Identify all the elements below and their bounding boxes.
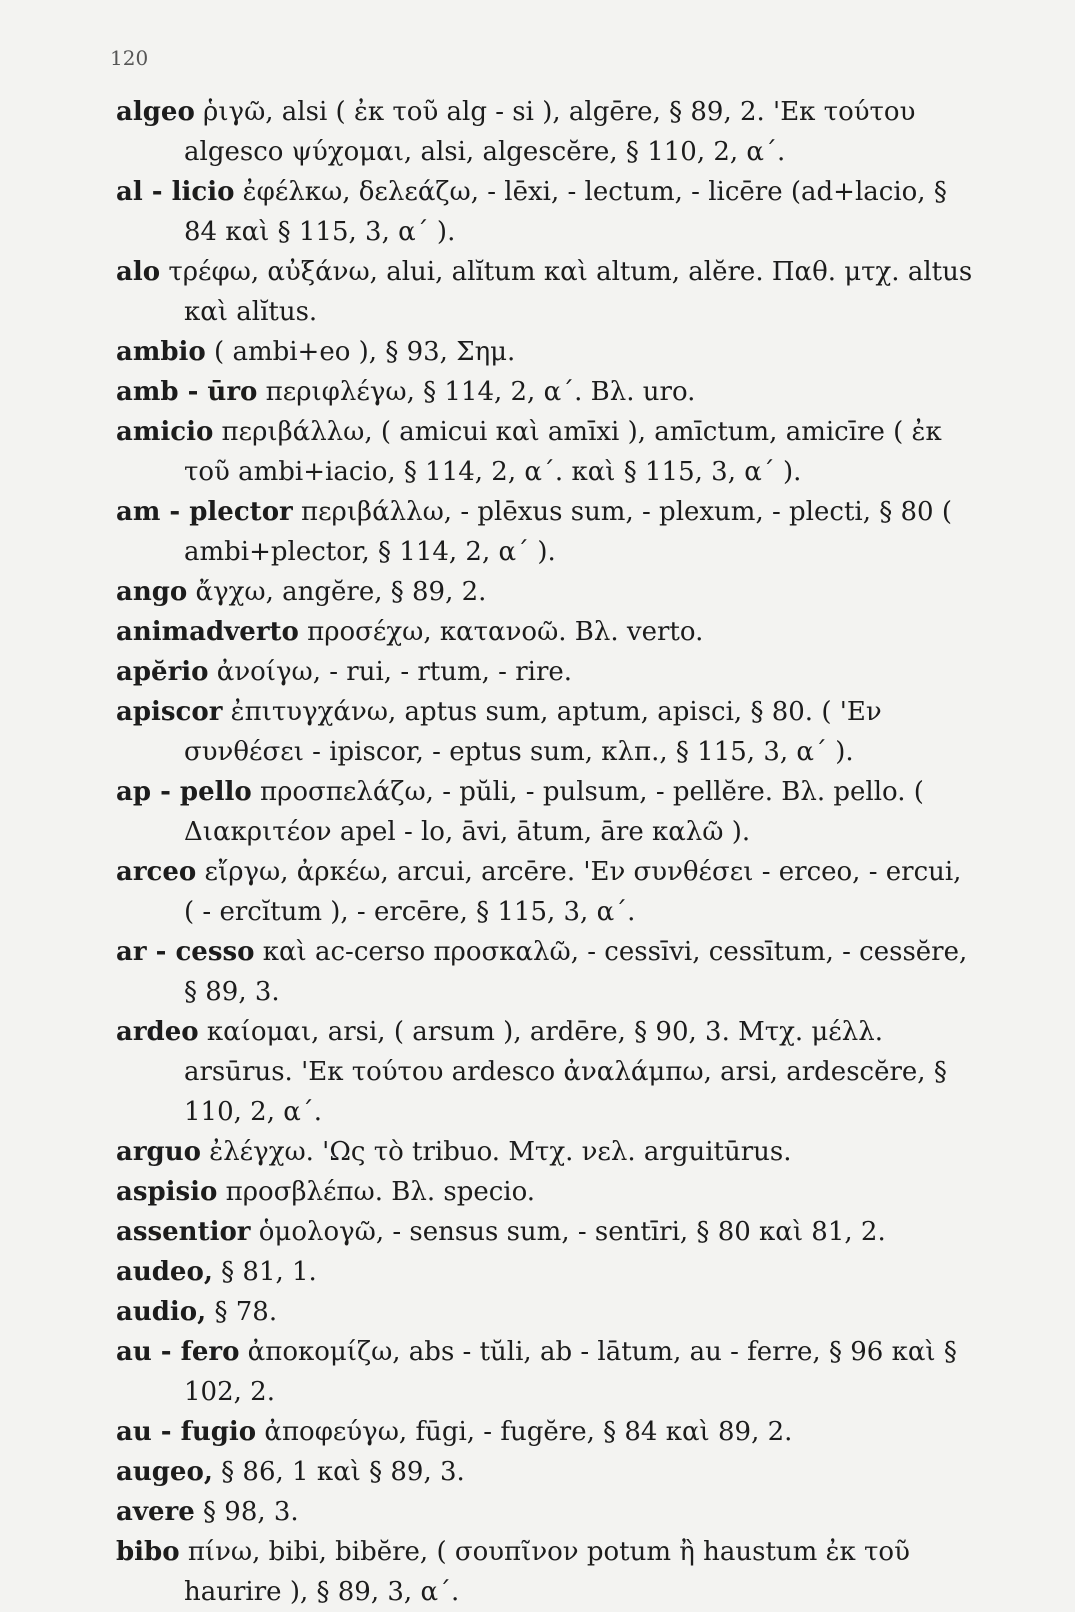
- entry: [116, 372, 976, 412]
- entry: [116, 1132, 976, 1172]
- entry-text: ἄγχω, angĕre, § 89, 2.: [187, 577, 487, 607]
- entry-text: ἐπιτυγχάνω, aptus sum, aptum, apisci, § 80. ( 'Εν συνθέσει - ipiscor, - eptus sum, κλπ., § 115, 3, α΄ ).: [184, 697, 882, 767]
- page-number: 120: [110, 46, 149, 70]
- entry: [116, 1532, 976, 1612]
- entry-headword: arguo: [116, 1137, 201, 1167]
- entry-headword: audio,: [116, 1297, 207, 1327]
- entry: [116, 1412, 976, 1452]
- entry-text: εἴργω, ἀρκέω, arcui, arcēre. 'Εν συνθέσει - erceo, - ercui, ( - ercĭtum ), - ercēre, § 115, 3, α΄.: [184, 857, 962, 927]
- entry: [116, 252, 976, 332]
- entry-headword: arceo: [116, 857, 197, 887]
- entry-headword: alo: [116, 257, 161, 287]
- entry-headword: amb - ūro: [116, 377, 258, 407]
- entry: [116, 1012, 976, 1132]
- entry: [116, 332, 976, 372]
- entry-text: περιφλέγω, § 114, 2, α΄. Βλ. uro.: [257, 377, 696, 407]
- entry-headword: ap - pello: [116, 777, 252, 807]
- entry-text: προσέχω, κατανοῶ. Βλ. verto.: [298, 617, 704, 647]
- entry-text: τρέφω, αὐξάνω, alui, alĭtum καὶ altum, alĕre. Παθ. μτχ. altus καὶ alĭtus.: [160, 257, 973, 327]
- entry: [116, 1452, 976, 1492]
- entry-text: § 98, 3.: [194, 1497, 299, 1527]
- entry-headword: am - plector: [116, 497, 293, 527]
- entry: [116, 1252, 976, 1292]
- entry: [116, 1332, 976, 1412]
- entry: [116, 172, 976, 252]
- entry: [116, 572, 976, 612]
- entry-text: ἀποκομίζω, abs - tŭli, ab - lātum, au - ferre, § 96 καὶ § 102, 2.: [184, 1337, 957, 1407]
- entry-headword: al - licio: [116, 177, 235, 207]
- entry-text: καὶ ac-cerso προσκαλῶ, - cessīvi, cessītum, - cessĕre, § 89, 3.: [184, 937, 968, 1007]
- entry-text: περιβάλλω, ( amicui καὶ amīxi ), amīctum, amicīre ( ἐκ τοῦ ambi+iacio, § 114, 2, α΄. καὶ § 115, 3, α΄ ).: [184, 417, 942, 487]
- entry-text: ἐλέγχω. 'Ως τὸ tribuo. Μτχ. νελ. arguitūrus.: [200, 1137, 792, 1167]
- entry-text: καίομαι, arsi, ( arsum ), ardēre, § 90, 3. Μτχ. μέλλ. arsūrus. 'Εκ τούτου ardesco ἀναλάμπω, arsi, ardescĕre, § 110, 2, α΄.: [184, 1017, 947, 1127]
- entry-headword: avere: [116, 1497, 195, 1527]
- entry-text: § 78.: [206, 1297, 278, 1327]
- entry-headword: audeo,: [116, 1257, 213, 1287]
- entry-text: περιβάλλω, - plēxus sum, - plexum, - plecti, § 80 ( ambi+plector, § 114, 2, α΄ ).: [184, 497, 952, 567]
- entry-text: ῥιγῶ, alsi ( ἐκ τοῦ alg - si ), algēre, § 89, 2. 'Εκ τούτου algesco ψύχομαι, alsi, algescĕre, § 110, 2, α΄.: [184, 97, 916, 167]
- entry: [116, 852, 976, 932]
- entry: [116, 1172, 976, 1212]
- entry-text: προσπελάζω, - pŭli, - pulsum, - pellĕre. Βλ. pello. ( Διακριτέον apel - lo, āvi, ātum, āre καλῶ ).: [184, 777, 924, 847]
- entry-headword: ambio: [116, 337, 206, 367]
- entry-text: ἀποφεύγω, fūgi, - fugĕre, § 84 καὶ 89, 2.: [256, 1417, 793, 1447]
- entry-headword: assentior: [116, 1217, 251, 1247]
- entry-text: § 86, 1 καὶ § 89, 3.: [212, 1457, 465, 1487]
- entry-text: ἀνοίγω, - rui, - rtum, - rire.: [208, 657, 573, 687]
- entry: [116, 692, 976, 772]
- entry-text: ( ambi+eo ), § 93, Σημ.: [205, 337, 516, 367]
- entry-text: πίνω, bibi, bibĕre, ( σουπῖνον potum ἢ haustum ἐκ τοῦ haurire ), § 89, 3, α΄.: [179, 1537, 910, 1607]
- entry-headword: apĕrio: [116, 657, 209, 687]
- entry-headword: apiscor: [116, 697, 223, 727]
- entry: [116, 772, 976, 852]
- entry-headword: algeo: [116, 97, 195, 127]
- entry-text: ἐφέλκω, δελεάζω, - lēxi, - lectum, - licēre (ad+lacio, § 84 καὶ § 115, 3, α΄ ).: [184, 177, 947, 247]
- entry-headword: bibo: [116, 1537, 180, 1567]
- entry: [116, 612, 976, 652]
- entry: [116, 932, 976, 1012]
- entry-headword: ardeo: [116, 1017, 199, 1047]
- entry: [116, 92, 976, 172]
- entry: [116, 1212, 976, 1252]
- entry: [116, 652, 976, 692]
- dictionary-entries: [116, 92, 976, 1612]
- entry: [116, 412, 976, 492]
- entry-headword: amicio: [116, 417, 214, 447]
- entry: [116, 1492, 976, 1532]
- entry-text: § 81, 1.: [212, 1257, 317, 1287]
- entry-text: προσβλέπω. Βλ. specio.: [217, 1177, 536, 1207]
- entry-headword: ar - cesso: [116, 937, 255, 967]
- entry-headword: aspisio: [116, 1177, 218, 1207]
- entry-headword: augeo,: [116, 1457, 213, 1487]
- entry-headword: animadverto: [116, 617, 299, 647]
- entry: [116, 492, 976, 572]
- entry-headword: au - fugio: [116, 1417, 257, 1447]
- entry: [116, 1292, 976, 1332]
- entry-text: ὁμολογῶ, - sensus sum, - sentīri, § 80 καὶ 81, 2.: [250, 1217, 886, 1247]
- entry-headword: ango: [116, 577, 188, 607]
- entry-headword: au - fero: [116, 1337, 240, 1367]
